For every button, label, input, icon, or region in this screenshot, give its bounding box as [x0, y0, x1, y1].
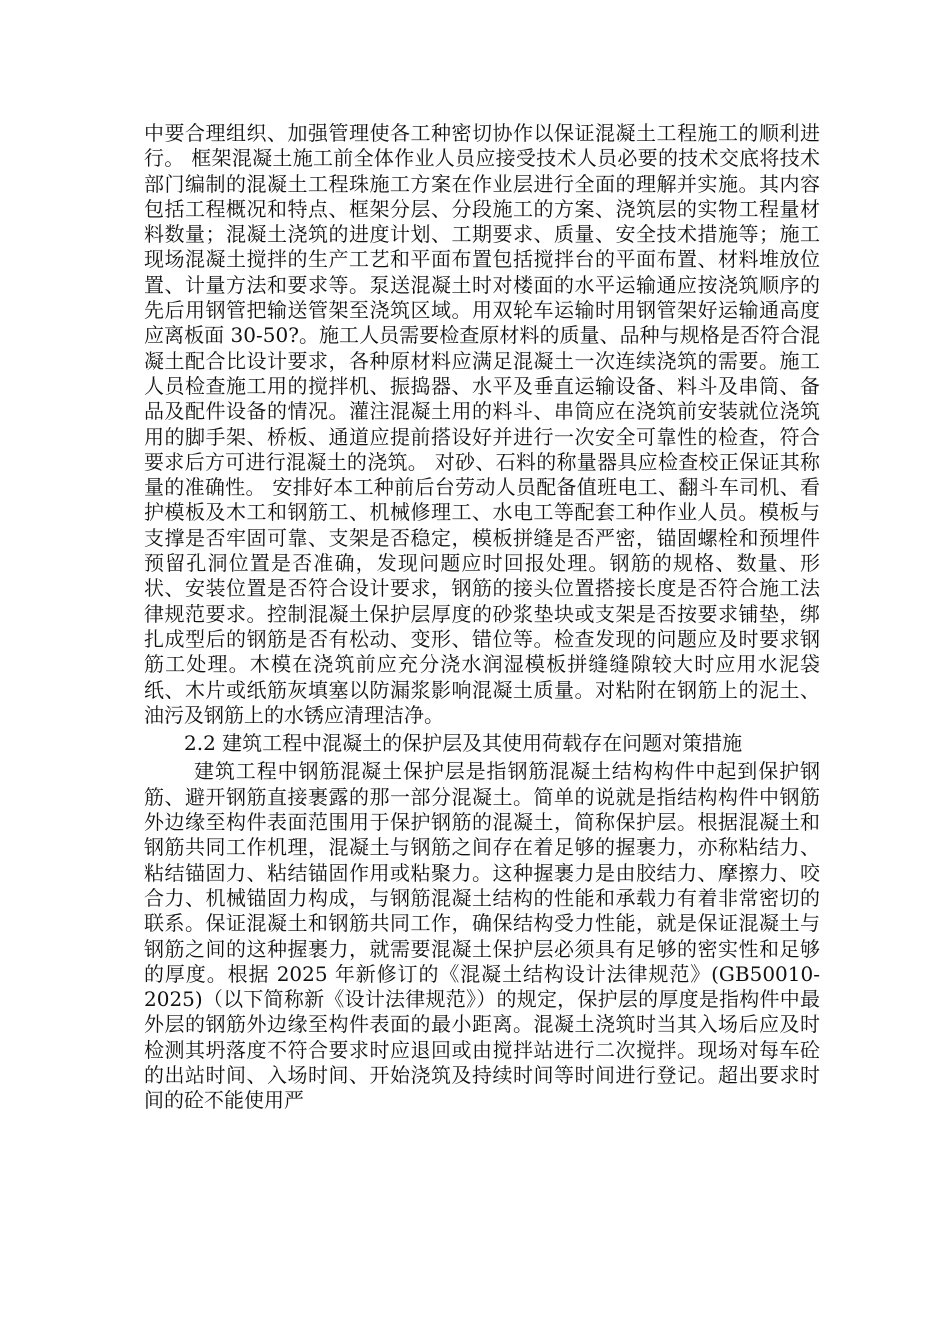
section-heading: 2.2 建筑工程中混凝土的保护层及其使用荷载存在问题对策措施	[184, 731, 743, 756]
body-paragraph: 建筑工程中钢筋混凝土保护层是指钢筋混凝土结构构件中起到保护钢筋、避开钢筋直接裹露的那一部分混凝土。简单的说就是指结构构件中钢筋外边缘至构件表面范围用于保护钢筋的混凝土，简称保护层。根据混凝土和钢筋共同工作机理，混凝土与钢筋之间存在着足够的握裹力，亦称粘结力、粘结锚固力、粘结锚固作用或粘聚力。这种握裹力是由胶结力、摩擦力、咬合力、机械锚固力构成，与钢筋混凝土结构的性能和承载力有着非常密切的联系。保证混凝土和钢筋共同工作，确保结构受力性能，就是保证混凝土与钢筋之间的这种握裹力，就需要混凝土保护层必须具有足够的密实性和足够的厚度。根据 2025 年新修订的《混凝土结构设计法律规范》(GB50010-2025)（以下简称新《设计法律规范》）的规定，保护层的厚度是指构件中最外层的钢筋外边缘至构件表面的最小距离。混凝土浇筑时当其入场后应及时检测其坍落度不符合要求时应退回或由搅拌站进行二次搅拌。现场对每车砼的出站时间、入场时间、开始浇筑及持续时间等时间进行登记。超出要求时间的砼不能使用严	[144, 759, 820, 1113]
body-paragraph: 中要合理组织、加强管理使各工种密切协作以保证混凝土工程施工的顺利进行。 框架混凝土施工前全体作业人员应接受技术人员必要的技术交底将技术部门编制的混凝土工程珠施工方案在作业层进行全面的理解并实施。其内容包括工程概况和特点、框架分层、分段施工的方案、浇筑层的实物工程量材料数量；混凝土浇筑的进度计划、工期要求、质量、安全技术措施等；施工现场混凝土搅拌的生产工艺和平面布置包括搅拌台的平面布置、材料堆放位置、计量方法和要求等。泵送混凝土时对楼面的水平运输通应按浇筑顺序的先后用钢管把输送管架至浇筑区域。用双轮车运输时用钢管架好运输通高度应离板面 30-50?。施工人员需要检查原材料的质量、品种与规格是否符合混凝土配合比设计要求，各种原材料应满足混凝土一次连续浇筑的需要。施工人员检查施工用的搅拌机、振捣器、水平及垂直运输设备、料斗及串筒、备品及配件设备的情况。灌注混凝土用的料斗、串筒应在浇筑前安装就位浇筑用的脚手架、桥板、通道应提前搭设好并进行一次安全可靠性的检查，符合要求后方可进行混凝土的浇筑。 对砂、石料的称量器具应检查校正保证其称量的准确性。 安排好本工种前后台劳动人员配备值班电工、翻斗车司机、看护模板及木工和钢筋工、机械修理工、水电工等配套工种作业人员。模板与支撑是否牢固可靠、支架是否稳定，模板拼缝是否严密，锚固螺栓和预埋件预留孔洞位置是否准确，发现问题应时回报处理。钢筋的规格、数量、形状、安装位置是否符合设计要求，钢筋的接头位置搭接长度是否符合施工法律规范要求。控制混凝土保护层厚度的砂浆垫块或支架是否按要求铺垫，绑扎成型后的钢筋是否有松动、变形、错位等。检查发现的问题应及时要求钢筋工处理。木模在浇筑前应充分浇水润湿模板拼缝缝隙较大时应用水泥袋纸、木片或纸筋灰填塞以防漏浆影响混凝土质量。对粘附在钢筋上的泥土、油污及钢筋上的水锈应清理洁净。	[144, 121, 820, 727]
document-page	[144, 121, 820, 1114]
